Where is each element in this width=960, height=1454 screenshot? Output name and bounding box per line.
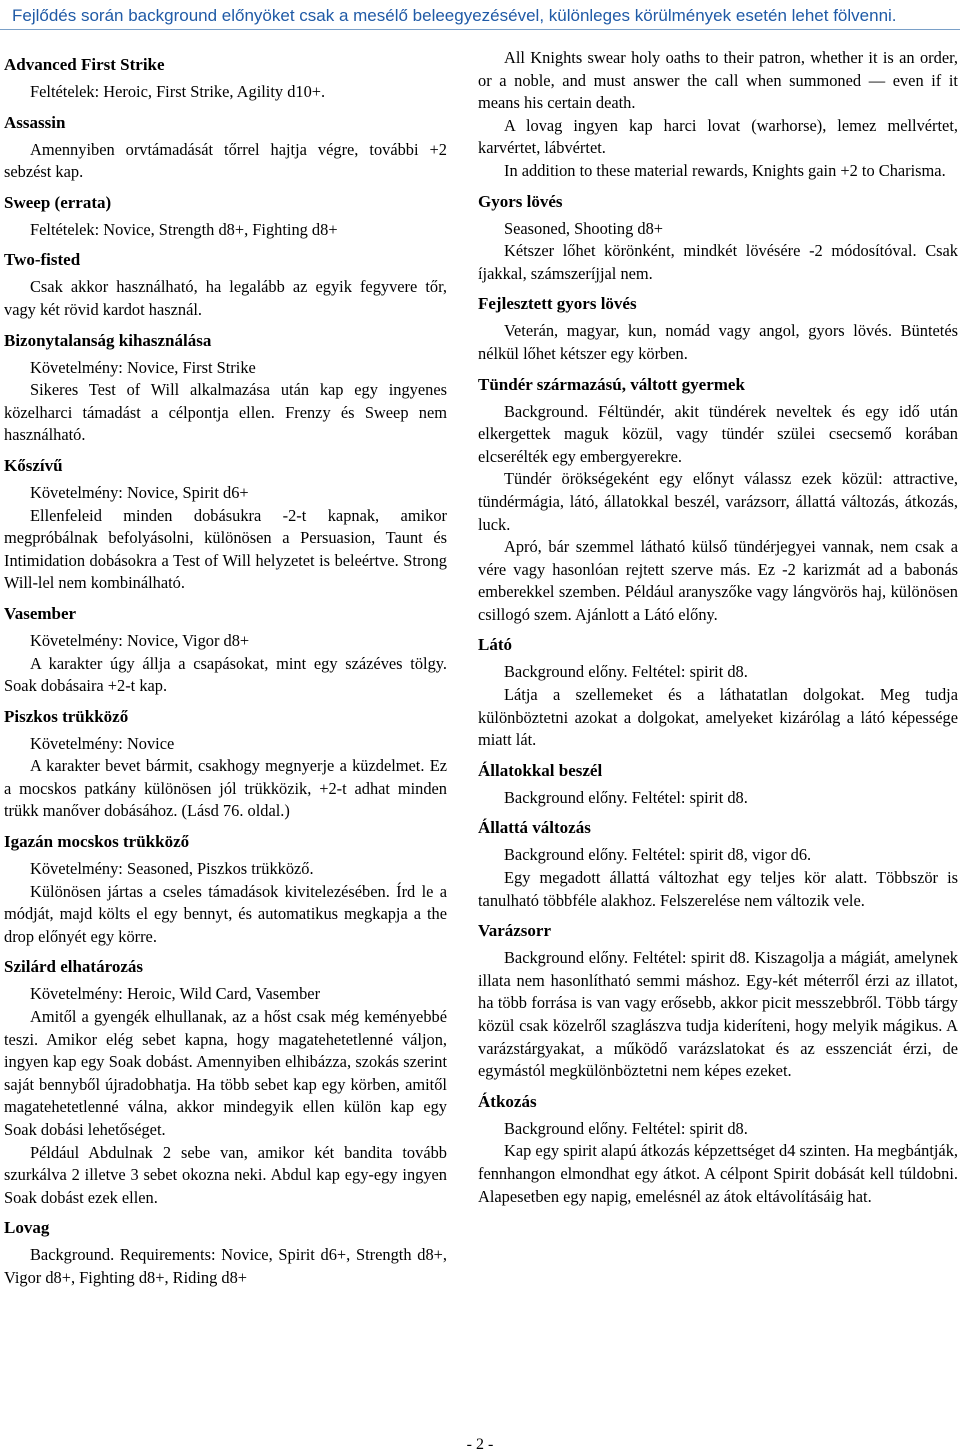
banner-text: Fejlődés során background előnyöket csak a mesélő beleegyezésével, különleges körülmények esetén lehet fölvenni. — [12, 6, 897, 25]
section-paragraph: Background. Féltündér, akit tündérek neveltek és egy idő után elkergettek maguk közül, vagy tündér szülei csecsemő korában elcserélték egy embergyerekre. — [478, 401, 958, 466]
section-paragraph: Feltételek: Novice, Strength d8+, Fighting d8+ — [30, 219, 338, 239]
section-paragraph: Például Abdulnak 2 sebe van, amikor két bandita tovább szurkálva 2 illetve 3 sebet okozna neki. Abdul kap egy-egy ingyen Soak dobást ezek ellen. — [4, 1142, 447, 1207]
section-heading-atkozas: Átkozás — [478, 1091, 537, 1111]
section-paragraph: Veterán, magyar, kun, nomád vagy angol, gyors lövés. Büntetés nélkül lőhet kétszer egy körben. — [478, 321, 958, 363]
section-paragraph: Látja a szellemeket és a láthatatlan dolgokat. Meg tudja különböztetni azokat a dolgokat, amelyeket kizárólag a látó képessége miatt lát. — [478, 685, 958, 750]
right-column — [478, 47, 958, 1208]
section-paragraph: Background előny. Feltétel: spirit d8. Kiszagolja a mágiát, amelynek illata nem hasonlítható semmi máshoz. Egy-két méterről érzi az illatot, ha több forrása is van vagy erősebb, akkor picit messzebbről. Több tárgy közül csak közelről szaglászva tudja kideríteni, hogy melyik mágikus. A varázstárgyakat, a működő varázslatokat és az esszenciát érzi, de egymástól megkülönböztetni nem képes ezeket. — [478, 948, 958, 1081]
section-paragraph: Egy megadott állattá változhat egy teljes kör alatt. Többször is tanulható többféle alakhoz. Felszerelése nem változik vele. — [478, 868, 958, 910]
section-paragraph: A karakter úgy állja a csapásokat, mint egy százéves tölgy. Soak dobásaira +2-t kap. — [4, 653, 447, 696]
section-heading-two-fisted: Two-fisted — [4, 250, 81, 270]
section-paragraph: Követelmény: Novice — [30, 733, 175, 753]
left-column — [4, 48, 447, 1290]
section-heading-lato: Látó — [478, 635, 512, 655]
section-paragraph: Ellenfeleid minden dobásukra -2-t kapnak, amikor megpróbálnak befolyásolni, különösen a Persuasion, Taunt és Intimidation dobásokra a Test of Will helyzetet is beleértve. Strong Will-lel nem kombinálható. — [4, 505, 447, 593]
section-paragraph: A karakter bevet bármit, csakhogy megnyerje a küzdelmet. Ez a mocskos patkány különösen jól trükközik, +2-t adhat minden trükk manőver dobásához. (Lásd 76. oldal.) — [4, 756, 447, 821]
section-paragraph: Background előny. Feltétel: spirit d8. — [504, 1118, 748, 1138]
section-paragraph: Különösen jártas a cseles támadások kivitelezésében. Írd le a módját, majd költs el egy bennyt, és automatikus megkapja a the drop előnyét egy körre. — [4, 881, 447, 946]
section-heading-gyors-loves: Gyors lövés — [478, 191, 563, 211]
section-paragraph: Követelmény: Novice, First Strike — [30, 357, 256, 377]
section-paragraph: Követelmény: Novice, Spirit d6+ — [30, 482, 249, 502]
section-heading-lovag: Lovag — [4, 1218, 50, 1238]
section-heading-fejlesztett-gyors-loves: Fejlesztett gyors lövés — [478, 294, 637, 314]
section-paragraph: Követelmény: Seasoned, Piszkos trükköző. — [30, 859, 314, 879]
section-heading-assassin: Assassin — [4, 112, 66, 132]
section-paragraph: Background előny. Feltétel: spirit d8, vigor d6. — [504, 845, 812, 865]
section-paragraph: Seasoned, Shooting d8+ — [504, 218, 664, 238]
section-paragraph: Tündér örökségeként egy előnyt válassz ezek közül: attractive, tündérmágia, látó, állatokkal beszél, varázsorr, állattá változás, átkozás, luck. — [478, 469, 958, 534]
section-paragraph: Követelmény: Heroic, Wild Card, Vasember — [30, 984, 321, 1004]
section-paragraph: Background előny. Feltétel: spirit d8. — [504, 662, 748, 682]
section-heading-vasember: Vasember — [4, 603, 77, 623]
page-banner — [0, 0, 960, 30]
section-paragraph: Background előny. Feltétel: spirit d8. — [504, 787, 748, 807]
section-heading-tunder-szarmazasu-valtott-gyermek: Tündér származású, váltott gyermek — [478, 374, 745, 394]
section-paragraph: Követelmény: Novice, Vigor d8+ — [30, 630, 250, 650]
section-heading-piszkos-trukkozo: Piszkos trükköző — [4, 706, 129, 726]
section-heading-varazsorr: Varázsorr — [478, 921, 552, 941]
section-heading-bizonytalansag-kihasznalasa: Bizonytalanság kihasználása — [4, 330, 212, 350]
section-paragraph: Apró, bár szemmel látható külső tündérjegyei vannak, nem csak a vére vagy hasonlóan rejtett szerve más. Ez -2 karizmát ad a babonás emberekkel szemben. Például aranyszőke vagy lángvörös haj, különösen csillogó szem. Ajánlott a Látó előny. — [478, 537, 958, 624]
section-paragraph: Amitől a gyengék elhullanak, az a hőst csak még keményebbé teszi. Amikor elég sebet kapna, hogy magatehetetlenné váljon, ingyen kap egy Soak dobást. Amennyiben elhibázza, szokás szerint saját bennyből újradobhatja. Ha több sebet kap egy körben, amitől magatehetetlenné válna, akkor mindegyik ellen külön kap egy Soak dobási lehetőséget. — [4, 1007, 447, 1139]
section-paragraph: In addition to these material rewards, Knights gain +2 to Charisma. — [504, 160, 946, 180]
section-paragraph: Kétszer lőhet körönként, mindkét lövésére -2 módosítóval. Csak íjakkal, számszeríjjal nem. — [478, 241, 958, 283]
section-heading-sweep-errata: Sweep (errata) — [4, 192, 112, 212]
section-paragraph: Csak akkor használható, ha legalább az egyik fegyvere tőr, vagy két rövid kardot használ. — [4, 277, 447, 319]
section-paragraph: A lovag ingyen kap harci lovat (warhorse), lemez mellvértet, karvértet, lábvértet. — [478, 115, 958, 158]
section-paragraph: Kap egy spirit alapú átkozás képzettséget d4 szinten. Ha megbántják, fennhangon elmondhat egy átkot. A célpont Spirit dobását kell túldobni. Alapesetben egy napig, emelésnél az átok eltávolításáig hat. — [478, 1141, 958, 1206]
section-heading-advanced-first-strike: Advanced First Strike — [4, 55, 165, 74]
section-paragraph: Amennyiben orvtámadását tőrrel hajtja végre, további +2 sebzést kap. — [4, 139, 447, 182]
section-paragraph: Sikeres Test of Will alkalmazása után kap egy ingyenes közelharci támadást a célpontja ellen. Frenzy és Sweep nem használható. — [4, 380, 447, 445]
section-heading-koszivu: Kőszívű — [4, 455, 63, 475]
section-heading-igazan-mocskos-trukkozo: Igazán mocskos trükköző — [4, 832, 190, 852]
section-heading-allatokkal-beszel: Állatokkal beszél — [478, 760, 603, 780]
section-paragraph: All Knights swear holy oaths to their patron, whether it is an order, or a noble, and must answer the call when summoned — even if it means his certain death. — [478, 48, 958, 113]
section-paragraph: Background. Requirements: Novice, Spirit d6+, Strength d8+, Vigor d8+, Fighting d8+, Riding d8+ — [4, 1245, 447, 1287]
section-heading-szilard-elhatarozas: Szilárd elhatározás — [4, 957, 143, 977]
section-heading-allatta-valtozas: Állattá változás — [478, 818, 591, 838]
page-number: - 2 - — [466, 1436, 494, 1453]
section-paragraph: Feltételek: Heroic, First Strike, Agility d10+. — [30, 82, 326, 101]
